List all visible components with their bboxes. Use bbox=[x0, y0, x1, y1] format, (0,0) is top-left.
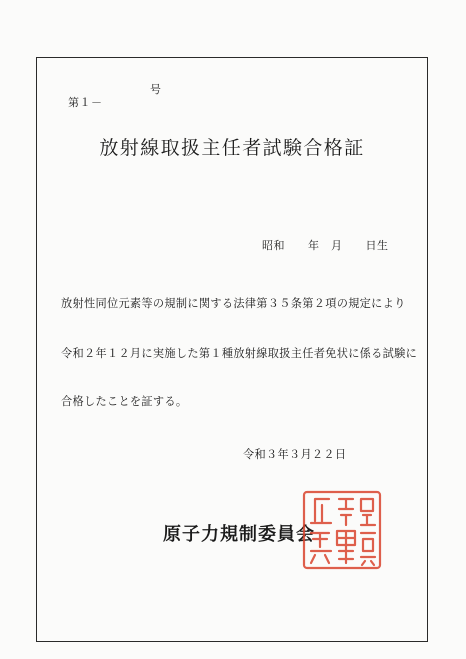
birth-date-line: 昭和 年 月 日生 bbox=[262, 239, 389, 252]
body-line-2: 令和２年１２月に実施した第１種放射線取扱主任者免状に係る試験に bbox=[61, 347, 418, 360]
body-line-1: 放射性同位元素等の規制に関する法律第３５条第２項の規定により bbox=[61, 297, 406, 310]
issue-date: 令和３年３月２２日 bbox=[243, 448, 347, 461]
official-seal-stamp bbox=[301, 489, 383, 571]
certificate-number-prefix: 第１－ bbox=[68, 96, 103, 109]
certificate-number bbox=[60, 81, 162, 123]
issuer-name: 原子力規制委員会 bbox=[163, 524, 315, 545]
certificate-title: 放射線取扱主任者試験合格証 bbox=[99, 137, 365, 159]
certificate-number-suffix: 号 bbox=[150, 83, 162, 96]
body-line-3: 合格したことを証する。 bbox=[61, 395, 188, 408]
